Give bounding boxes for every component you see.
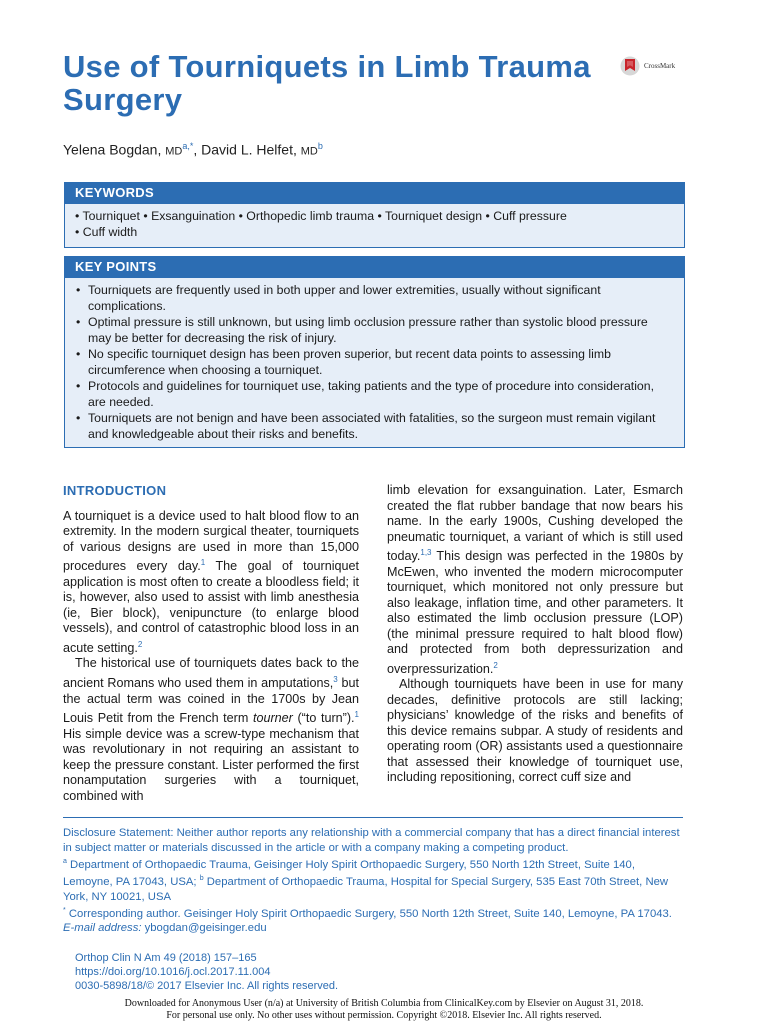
keywords-line: • Cuff width	[75, 224, 138, 239]
key-points-heading: KEY POINTS	[65, 257, 684, 278]
key-points-list	[75, 283, 674, 442]
citation-ref[interactable]: 1	[200, 558, 206, 567]
body-paragraph: limb elevation for exsanguination. Later, Esmarch created the flat rubber bandage that now bears his name. In the early 1900s, Cushing developed the pneumatic tourniquet, a variant of which is still used today.$^{1,3}$ This design was perfected in the 1980s by McEwen, who invented the modern microcomputer tourniquet, which monitored not only pressure but also leakage, inflation time, and other parameters. It also estimated the limb occlusion pressure (LOP) (the minimal pressure required to halt blood flow) and protected from both depressurization and overpressurization.$^2$	[387, 483, 683, 676]
key-points-box	[64, 256, 685, 448]
article-title: Use of Tourniquets in Limb Trauma Surgery	[63, 49, 591, 117]
journal-info	[75, 951, 338, 993]
journal-citation: Orthop Clin N Am 49 (2018) 157–165	[75, 952, 257, 964]
crossmark-icon	[620, 55, 640, 77]
author-affiliation-ref[interactable]: b	[317, 141, 323, 151]
key-point-item: • Optimal pressure is still unknown, but using limb occlusion pressure rather than systolic blood pressure may be better for decreasing the risk of injury.	[75, 315, 674, 346]
email-link[interactable]: ybogdan@geisinger.edu	[141, 922, 267, 935]
footnotes	[63, 826, 685, 936]
keywords-list	[65, 204, 684, 244]
author-affiliation-ref[interactable]: a,*	[182, 141, 194, 151]
crossmark-badge[interactable]	[620, 55, 675, 77]
download-notice-line: For personal use only. No other uses without permission. Copyright ©2018. Elsevier Inc. All rights reserved.	[166, 1010, 602, 1021]
section-heading-introduction: INTRODUCTION	[63, 483, 167, 498]
body-paragraph: A tourniquet is a device used to halt blood flow to an extremity. In the modern surgical theater, tourniquets of various designs are used in more than 15,000 procedures every day.$^1$ The goal of tourniquet application is most often to create a bloodless field; it is, however, also used to assist with limb anesthesia (ie, Bier block), venipuncture (to enlarge blood vessels), and control of catastrophic blood loss in an acute setting.$^2$	[63, 508, 360, 655]
corresponding-author: * Corresponding author. Geisinger Holy Spirit Orthopaedic Surgery, 550 North 12th Street, Suite 140, Lemoyne, PA 17043.	[63, 907, 672, 920]
author-name: Yelena Bogdan,	[63, 141, 166, 158]
body-paragraph: The historical use of tourniquets dates back to the ancient Romans who used them in amputations,$^3$ but the actual term was coined in the 1700s by Jean Louis Petit from the French term tourner (“to turn”).$^1$ His simple device was a screw-type mechanism that was revolutionary in not requiring an assistant to keep the pressure constant. Lister performed the first nonamputation surgeries with a tourniquet, combined with	[63, 656, 359, 803]
body-paragraph: Although tourniquets have been in use for many decades, definitive protocols are still lacking; physicians’ knowledge of the risks and benefits of this device remains subpar. A study of residents and operating room (OR) assistants used a questionnaire that assessed their knowledge of tourniquet use, including repositioning, correct cuff size and	[387, 677, 683, 785]
doi-link[interactable]: https://doi.org/10.1016/j.ocl.2017.11.004	[75, 966, 271, 978]
body-column-right	[387, 483, 683, 786]
keywords-heading: KEYWORDS	[65, 183, 684, 204]
key-point-item: • Protocols and guidelines for tourniquet use, taking patients and the type of procedure into consideration, are needed.	[75, 379, 674, 410]
footnote-divider	[63, 817, 683, 818]
french-term: tourner	[252, 711, 293, 726]
author-degree: MD	[165, 145, 183, 158]
citation-ref[interactable]: 1	[354, 710, 359, 720]
download-notice-line: Downloaded for Anonymous User (n/a) at University of British Columbia from ClinicalKey.com by Elsevier on August 31, 2018.	[124, 998, 644, 1009]
crossmark-label: CrossMark	[644, 62, 676, 70]
copyright-line: 0030-5898/18/© 2017 Elsevier Inc. All rights reserved.	[75, 980, 339, 992]
author-degree: MD	[300, 145, 318, 158]
key-point-item: • Tourniquets are not benign and have been associated with fatalities, so the surgeon must remain vigilant and knowledgeable about their risks and benefits.	[75, 411, 674, 442]
affiliations: $^a$ Department of Orthopaedic Trauma, Geisinger Holy Spirit Orthopaedic Surgery, 550 North 12th Street, Suite 140, Lemoyne, PA 17043, USA; $^b$ Department of Orthopaedic Trauma, Hospital for Special Surgery, 535 East 70th Street, New York, NY 10021, USA	[63, 858, 669, 903]
author-list	[63, 141, 323, 158]
key-point-item: • No specific tourniquet design has been proven superior, but recent data points to assessing limb circumference when choosing a tourniquet.	[75, 347, 674, 378]
keywords-box	[64, 182, 685, 248]
citation-ref[interactable]: 3	[333, 674, 338, 684]
citation-ref[interactable]: 2	[137, 639, 143, 649]
download-notice	[0, 998, 768, 1022]
citation-ref[interactable]: 2	[493, 660, 498, 670]
email-label: E-mail address:	[63, 922, 142, 935]
citation-ref[interactable]: 1,3	[420, 548, 432, 557]
email-line	[63, 921, 685, 936]
key-point-item: • Tourniquets are frequently used in both upper and lower extremities, usually without significant complications.	[75, 283, 674, 314]
author-name: David L. Helfet,	[201, 141, 301, 158]
author-separator: ,	[193, 141, 202, 158]
disclosure-statement: Disclosure Statement: Neither author reports any relationship with a commercial company that has a direct financial interest in subject matter or materials discussed in the article or with a company making a competing product.	[63, 827, 680, 854]
keywords-line: • Tourniquet • Exsanguination • Orthopedic limb trauma • Tourniquet design • Cuff pressure	[75, 209, 567, 223]
body-column-left	[63, 483, 359, 804]
